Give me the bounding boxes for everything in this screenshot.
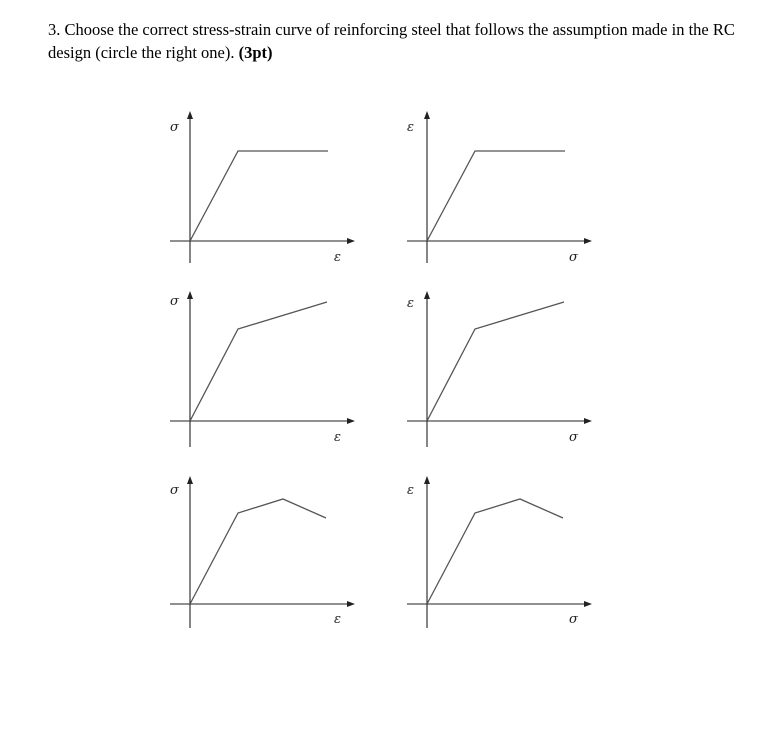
graph-f-y-label: ε — [407, 483, 414, 498]
x-axis-arrow — [347, 238, 355, 244]
y-axis-arrow — [424, 111, 430, 119]
graph-e-y-label: σ — [170, 483, 179, 498]
y-axis-arrow — [187, 476, 193, 484]
x-axis-arrow — [347, 601, 355, 607]
graph-d-y-label: ε — [407, 296, 414, 311]
graph-a-plot — [160, 105, 400, 280]
graph-c-y-label: σ — [170, 294, 179, 309]
y-axis-arrow — [187, 111, 193, 119]
graph-e-plot — [160, 470, 400, 645]
graph-b-x-label: σ — [569, 250, 578, 265]
graph-a[interactable] — [160, 105, 400, 280]
graph-d-x-label: σ — [569, 430, 578, 445]
graph-f-x-label: σ — [569, 612, 578, 627]
graph-a-y-label: σ — [170, 120, 179, 135]
graph-c-plot — [160, 285, 400, 460]
question-body: Choose the correct stress-strain curve of reinforcing steel that follows the assumption made in the RC design (circle the right one). — [48, 20, 735, 62]
graph-b[interactable] — [397, 105, 637, 280]
stress-strain-curve — [427, 151, 565, 241]
stress-strain-curve — [427, 302, 564, 421]
stress-strain-curve — [427, 499, 563, 604]
x-axis-arrow — [584, 418, 592, 424]
graph-c-x-label: ε — [334, 430, 341, 445]
graph-d-plot — [397, 285, 637, 460]
graph-c[interactable] — [160, 285, 400, 460]
stress-strain-curve — [190, 151, 328, 241]
graph-b-y-label: ε — [407, 120, 414, 135]
graph-e[interactable] — [160, 470, 400, 645]
graph-a-x-label: ε — [334, 250, 341, 265]
y-axis-arrow — [424, 291, 430, 299]
question-text — [48, 18, 738, 64]
y-axis-arrow — [424, 476, 430, 484]
graph-f[interactable] — [397, 470, 637, 645]
stress-strain-curve — [190, 499, 326, 604]
stress-strain-curve — [190, 302, 327, 421]
question-points: (3pt) — [238, 43, 273, 62]
x-axis-arrow — [584, 238, 592, 244]
graph-b-plot — [397, 105, 637, 280]
graph-e-x-label: ε — [334, 612, 341, 627]
question-number: 3. — [48, 20, 61, 39]
y-axis-arrow — [187, 291, 193, 299]
graph-d[interactable] — [397, 285, 637, 460]
graph-f-plot — [397, 470, 637, 645]
x-axis-arrow — [347, 418, 355, 424]
x-axis-arrow — [584, 601, 592, 607]
